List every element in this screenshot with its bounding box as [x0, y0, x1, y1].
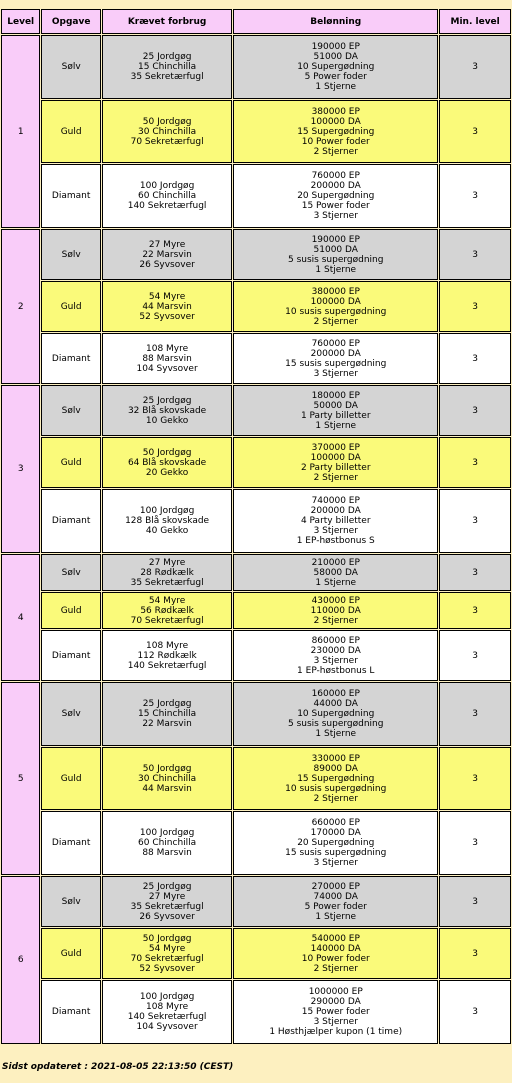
requirement-line: 60 Chinchilla: [138, 838, 197, 848]
kraevet-forbrug-cell: [102, 876, 232, 927]
requirement-line: 54 Myre: [148, 595, 186, 606]
belonning-cell: [233, 747, 438, 810]
kraevet-forbrug-cell: [102, 35, 232, 99]
reward-line: 1 EP-høstbonus L: [297, 665, 375, 676]
header-opgave: Opgave: [41, 9, 101, 34]
table-row: [1, 35, 511, 99]
requirement-line: 30 Chinchilla: [138, 126, 197, 137]
reward-line: 3 Stjerner: [313, 211, 358, 221]
min-level-cell: 3: [439, 281, 511, 332]
requirement-line: 50 Jordgøg: [142, 116, 192, 127]
level-cell: 2: [1, 229, 40, 384]
requirement-line: 10 Gekko: [145, 415, 189, 426]
requirement-line: 54 Myre: [148, 943, 186, 954]
reward-line: 760000 EP: [311, 338, 360, 349]
table-row: [1, 928, 511, 979]
kraevet-forbrug-cell: [102, 229, 232, 280]
reward-line: 1 Stjerne: [315, 729, 357, 739]
requirement-line: 88 Marsvin: [142, 848, 192, 858]
requirement-line: 35 Sekretærfugl: [130, 72, 204, 82]
belonning-cell: [233, 682, 438, 746]
table-row: [1, 980, 511, 1044]
requirement-line: 100 Jordgøg: [139, 828, 195, 838]
requirement-line: 104 Syvsover: [136, 1022, 198, 1032]
min-level-cell: 3: [439, 876, 511, 927]
belonning-cell: [233, 489, 438, 553]
reward-line: 50000 DA: [313, 400, 358, 411]
min-level-cell: 3: [439, 747, 511, 810]
reward-line: 3 Stjerner: [313, 858, 358, 868]
requirement-line: 26 Syvsover: [139, 259, 195, 270]
opgave-cell: Sølv: [41, 229, 101, 280]
reward-line: 200000 DA: [310, 348, 361, 359]
requirement-line: 52 Syvsover: [139, 311, 195, 322]
reward-line: 230000 DA: [310, 645, 361, 656]
reward-line: 200000 DA: [310, 181, 361, 191]
reward-line: 51000 DA: [313, 52, 358, 62]
min-level-cell: 3: [439, 437, 511, 488]
requirement-line: 70 Sekretærfugl: [130, 136, 204, 147]
reward-line: 3 Stjerner: [313, 368, 358, 379]
min-level-cell: 3: [439, 100, 511, 163]
reward-line: 1 Høsthjælper kupon (1 time): [269, 1027, 403, 1037]
table-row: [1, 489, 511, 553]
table-row: [1, 164, 511, 228]
reward-line: 5 Power foder: [304, 901, 367, 912]
reward-line: 74000 DA: [313, 891, 358, 902]
table-row: [1, 630, 511, 681]
opgave-cell: Sølv: [41, 554, 101, 591]
table-row: [1, 747, 511, 810]
requirement-line: 52 Syvsover: [139, 963, 195, 974]
requirement-line: 100 Jordgøg: [139, 992, 195, 1002]
reward-line: 200000 DA: [310, 506, 361, 516]
requirement-line: 35 Sekretærfugl: [130, 901, 204, 912]
reward-line: 4 Party billetter: [300, 516, 371, 526]
reward-line: 10 Supergødning: [297, 709, 375, 719]
belonning-cell: [233, 333, 438, 384]
kraevet-forbrug-cell: [102, 811, 232, 875]
reward-line: 740000 EP: [311, 496, 360, 506]
reward-line: 270000 EP: [311, 881, 360, 892]
requirement-line: 50 Jordgøg: [142, 447, 192, 458]
kraevet-forbrug-cell: [102, 747, 232, 810]
min-level-cell: 3: [439, 630, 511, 681]
kraevet-forbrug-cell: [102, 489, 232, 553]
reward-line: 330000 EP: [311, 753, 360, 764]
reward-line: 2 Stjerner: [313, 793, 358, 804]
reward-line: 15 susis supergødning: [285, 358, 387, 369]
min-level-cell: 3: [439, 333, 511, 384]
kraevet-forbrug-cell: [102, 592, 232, 629]
requirement-line: 54 Myre: [148, 291, 186, 302]
reward-line: 3 Stjerner: [313, 1017, 358, 1027]
reward-line: 1 EP-høstbonus S: [296, 536, 375, 546]
opgave-cell: Diamant: [41, 630, 101, 681]
reward-line: 15 Supergødning: [297, 126, 375, 137]
opgave-cell: Guld: [41, 592, 101, 629]
opgave-cell: Diamant: [41, 164, 101, 228]
reward-line: 190000 EP: [311, 42, 360, 52]
requirement-line: 60 Chinchilla: [138, 191, 197, 201]
reward-line: 15 Power foder: [301, 1007, 370, 1017]
requirement-line: 56 Rødkælk: [140, 605, 194, 616]
requirement-line: 50 Jordgøg: [142, 933, 192, 944]
reward-line: 1 Stjerne: [315, 82, 357, 92]
reward-line: 10 Power foder: [301, 136, 370, 147]
kraevet-forbrug-cell: [102, 385, 232, 436]
reward-line: 140000 DA: [310, 943, 361, 954]
reward-line: 1 Stjerne: [315, 264, 357, 275]
reward-line: 5 susis supergødning: [288, 719, 384, 729]
kraevet-forbrug-cell: [102, 682, 232, 746]
level-cell: 3: [1, 385, 40, 553]
table-row: [1, 811, 511, 875]
reward-line: 15 Supergødning: [297, 773, 375, 784]
kraevet-forbrug-cell: [102, 928, 232, 979]
header-kraevet-forbrug: Krævet forbrug: [102, 9, 232, 34]
reward-line: 5 susis supergødning: [288, 254, 384, 265]
reward-line: 1 Stjerne: [315, 420, 357, 431]
header-belonning: Belønning: [233, 9, 438, 34]
table-row: [1, 876, 511, 927]
requirement-line: 15 Chinchilla: [138, 62, 197, 72]
requirement-line: 32 Blå skovskade: [127, 405, 207, 416]
reward-line: 44000 DA: [313, 699, 358, 709]
requirement-line: 25 Jordgøg: [142, 395, 192, 406]
reward-line: 380000 EP: [311, 286, 360, 297]
requirement-line: 112 Rødkælk: [137, 650, 197, 661]
reward-line: 540000 EP: [311, 933, 360, 944]
requirement-line: 88 Marsvin: [142, 353, 192, 364]
reward-line: 760000 EP: [311, 171, 360, 181]
min-level-cell: 3: [439, 682, 511, 746]
min-level-cell: 3: [439, 489, 511, 553]
requirement-line: 44 Marsvin: [142, 301, 192, 312]
header-row: [1, 9, 511, 34]
opgave-cell: Diamant: [41, 333, 101, 384]
reward-line: 3 Stjerner: [313, 655, 358, 666]
requirement-line: 27 Myre: [148, 239, 186, 250]
belonning-cell: [233, 811, 438, 875]
belonning-cell: [233, 164, 438, 228]
reward-line: 380000 EP: [311, 106, 360, 117]
requirement-line: 27 Myre: [148, 891, 186, 902]
kraevet-forbrug-cell: [102, 100, 232, 163]
level-cell: 4: [1, 554, 40, 681]
requirement-line: 108 Myre: [146, 1002, 189, 1012]
kraevet-forbrug-cell: [102, 980, 232, 1044]
reward-line: 210000 EP: [311, 557, 360, 568]
belonning-cell: [233, 980, 438, 1044]
requirement-line: 28 Rødkælk: [140, 567, 194, 578]
kraevet-forbrug-cell: [102, 281, 232, 332]
table-row: [1, 682, 511, 746]
reward-line: 1000000 EP: [308, 987, 363, 997]
belonning-cell: [233, 592, 438, 629]
requirement-line: 50 Jordgøg: [142, 763, 192, 774]
min-level-cell: 3: [439, 980, 511, 1044]
reward-line: 1 Party billetter: [300, 410, 371, 421]
last-updated-text: Sidst opdateret : 2021-08-05 22:13:50 (CEST): [2, 1062, 234, 1072]
requirement-line: 64 Blå skovskade: [127, 457, 207, 468]
min-level-cell: 3: [439, 928, 511, 979]
requirement-line: 44 Marsvin: [142, 783, 192, 794]
table-row: [1, 333, 511, 384]
reward-line: 2 Stjerner: [313, 615, 358, 626]
reward-line: 430000 EP: [311, 595, 360, 606]
reward-line: 2 Stjerner: [313, 146, 358, 157]
requirement-line: 30 Chinchilla: [138, 773, 197, 784]
requirement-line: 22 Marsvin: [142, 719, 192, 729]
reward-line: 51000 DA: [313, 244, 358, 255]
min-level-cell: 3: [439, 592, 511, 629]
reward-line: 160000 EP: [311, 689, 360, 699]
requirement-line: 100 Jordgøg: [139, 506, 195, 516]
reward-line: 100000 DA: [310, 452, 361, 463]
task-table: [0, 8, 512, 1045]
belonning-cell: [233, 35, 438, 99]
requirement-line: 100 Jordgøg: [139, 181, 195, 191]
belonning-cell: [233, 928, 438, 979]
reward-line: 3 Stjerner: [313, 526, 358, 536]
requirement-line: 25 Jordgøg: [142, 881, 192, 892]
belonning-cell: [233, 554, 438, 591]
level-cell: 5: [1, 682, 40, 875]
min-level-cell: 3: [439, 35, 511, 99]
opgave-cell: Sølv: [41, 682, 101, 746]
reward-line: 370000 EP: [311, 442, 360, 453]
kraevet-forbrug-cell: [102, 333, 232, 384]
opgave-cell: Guld: [41, 747, 101, 810]
table-row: [1, 229, 511, 280]
table-row: [1, 100, 511, 163]
reward-line: 2 Stjerner: [313, 472, 358, 483]
reward-line: 1 Stjerne: [315, 577, 357, 588]
opgave-cell: Diamant: [41, 811, 101, 875]
reward-line: 180000 EP: [311, 390, 360, 401]
level-cell: 1: [1, 35, 40, 228]
reward-line: 10 susis supergødning: [285, 783, 387, 794]
level-cell: 6: [1, 876, 40, 1044]
requirement-line: 104 Syvsover: [136, 363, 198, 374]
reward-line: 2 Stjerner: [313, 316, 358, 327]
opgave-cell: Sølv: [41, 35, 101, 99]
requirement-line: 26 Syvsover: [139, 911, 195, 922]
table-row: [1, 554, 511, 591]
opgave-cell: Guld: [41, 928, 101, 979]
opgave-cell: Guld: [41, 437, 101, 488]
requirement-line: 140 Sekretærfugl: [127, 201, 207, 211]
requirement-line: 22 Marsvin: [142, 249, 192, 260]
reward-line: 860000 EP: [311, 635, 360, 646]
table-row: [1, 592, 511, 629]
table-row: [1, 385, 511, 436]
reward-line: 15 Power foder: [301, 201, 370, 211]
min-level-cell: 3: [439, 229, 511, 280]
reward-line: 660000 EP: [311, 818, 360, 828]
requirement-line: 25 Jordgøg: [142, 52, 192, 62]
belonning-cell: [233, 876, 438, 927]
reward-line: 10 Supergødning: [297, 62, 375, 72]
reward-line: 2 Party billetter: [300, 462, 371, 473]
reward-line: 5 Power foder: [304, 72, 367, 82]
requirement-line: 20 Gekko: [145, 467, 189, 478]
reward-line: 10 Power foder: [301, 953, 370, 964]
reward-line: 58000 DA: [313, 567, 358, 578]
kraevet-forbrug-cell: [102, 164, 232, 228]
reward-line: 10 susis supergødning: [285, 306, 387, 317]
table-body: [1, 35, 511, 1044]
requirement-line: 25 Jordgøg: [142, 699, 192, 709]
requirement-line: 15 Chinchilla: [138, 709, 197, 719]
min-level-cell: 3: [439, 385, 511, 436]
opgave-cell: Sølv: [41, 385, 101, 436]
reward-line: 100000 DA: [310, 116, 361, 127]
kraevet-forbrug-cell: [102, 554, 232, 591]
kraevet-forbrug-cell: [102, 630, 232, 681]
requirement-line: 70 Sekretærfugl: [130, 953, 204, 964]
reward-line: 20 Supergødning: [297, 191, 375, 201]
requirement-line: 140 Sekretærfugl: [127, 660, 207, 671]
requirement-line: 27 Myre: [148, 557, 186, 568]
belonning-cell: [233, 385, 438, 436]
opgave-cell: Sølv: [41, 876, 101, 927]
reward-line: 20 Supergødning: [297, 838, 375, 848]
reward-line: 110000 DA: [310, 605, 361, 616]
reward-line: 170000 DA: [310, 828, 361, 838]
min-level-cell: 3: [439, 164, 511, 228]
header-level: Level: [1, 9, 40, 34]
requirement-line: 140 Sekretærfugl: [127, 1012, 207, 1022]
reward-line: 290000 DA: [310, 997, 361, 1007]
belonning-cell: [233, 630, 438, 681]
opgave-cell: Diamant: [41, 980, 101, 1044]
belonning-cell: [233, 437, 438, 488]
belonning-cell: [233, 281, 438, 332]
table-row: [1, 437, 511, 488]
belonning-cell: [233, 229, 438, 280]
reward-line: 100000 DA: [310, 296, 361, 307]
requirement-line: 35 Sekretærfugl: [130, 577, 204, 588]
reward-line: 2 Stjerner: [313, 963, 358, 974]
header-min-level: Min. level: [439, 9, 511, 34]
opgave-cell: Guld: [41, 100, 101, 163]
min-level-cell: 3: [439, 554, 511, 591]
requirement-line: 108 Myre: [146, 640, 189, 651]
reward-line: 15 susis supergødning: [285, 848, 387, 858]
requirement-line: 108 Myre: [146, 343, 189, 354]
min-level-cell: 3: [439, 811, 511, 875]
reward-line: 89000 DA: [313, 763, 358, 774]
kraevet-forbrug-cell: [102, 437, 232, 488]
opgave-cell: Guld: [41, 281, 101, 332]
requirement-line: 40 Gekko: [145, 526, 189, 536]
requirement-line: 70 Sekretærfugl: [130, 615, 204, 626]
opgave-cell: Diamant: [41, 489, 101, 553]
belonning-cell: [233, 100, 438, 163]
reward-line: 1 Stjerne: [315, 911, 357, 922]
table-row: [1, 281, 511, 332]
reward-line: 190000 EP: [311, 234, 360, 245]
requirement-line: 128 Blå skovskade: [125, 516, 210, 526]
